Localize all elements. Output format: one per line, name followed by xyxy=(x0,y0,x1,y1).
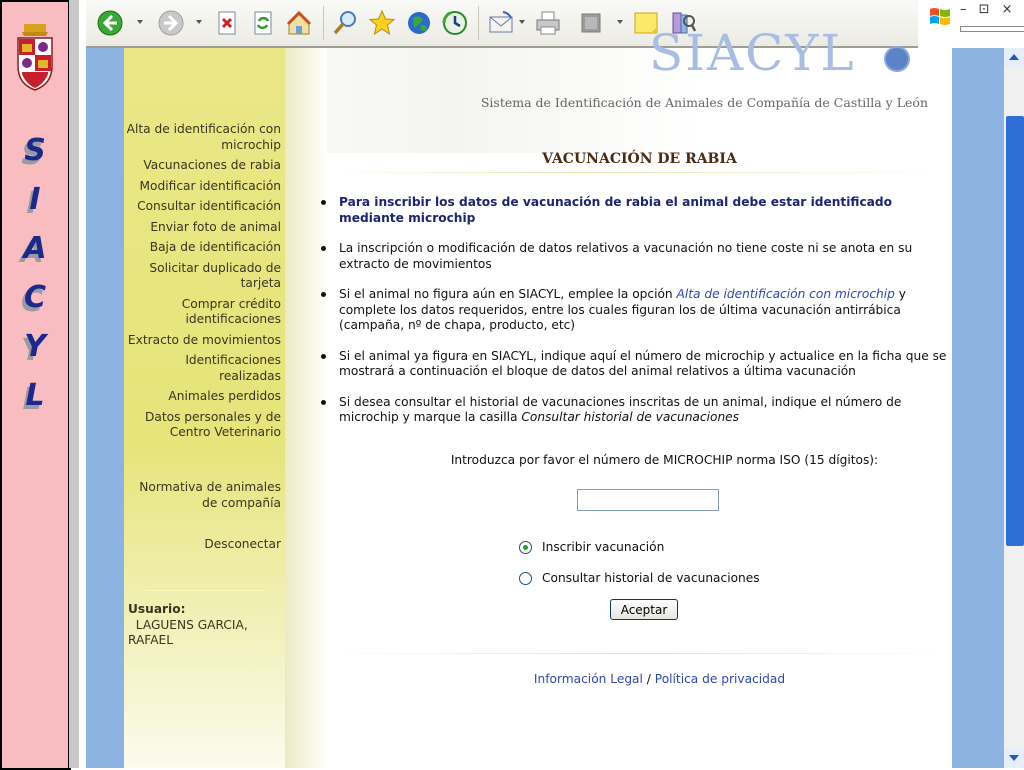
toolbar-separator xyxy=(478,6,479,40)
radio-button-selected[interactable] xyxy=(519,541,532,554)
legal-info-link[interactable]: Información Legal xyxy=(533,672,643,686)
instruction-text: Si desea consultar el historial de vacunaciones inscritas de un animal, indique el número de microchip y marque la casilla xyxy=(339,394,902,424)
forward-dropdown-icon[interactable] xyxy=(196,20,202,24)
list-item xyxy=(327,349,952,380)
instruction-text: La inscripción o modificación de datos relativos a vacunación no tiene coste ni se anota en su extracto de movimientos xyxy=(339,241,913,271)
windows-logo-icon xyxy=(928,6,952,28)
banner-seal-icon xyxy=(884,46,910,72)
instructions-list xyxy=(327,195,952,441)
sidebar-item-extracto-movimientos[interactable]: Extracto de movimientos xyxy=(127,332,281,347)
user-label: Usuario: xyxy=(128,602,186,616)
window-title-area xyxy=(918,0,1024,48)
accept-button[interactable]: Aceptar xyxy=(610,599,678,620)
user-info xyxy=(128,602,278,649)
search-icon[interactable] xyxy=(330,8,360,38)
list-item xyxy=(327,241,952,272)
sidebar-divider xyxy=(146,590,266,591)
back-icon[interactable] xyxy=(95,8,125,38)
logo-letter: S xyxy=(24,133,46,168)
microchip-prompt: Introduzca por favor el número de MICROCHIP norma ISO (15 dígitos): xyxy=(450,453,879,467)
sidebar-item-baja-identificacion[interactable]: Baja de identificación xyxy=(149,240,281,254)
sidebar-item-animales-perdidos[interactable]: Animales perdidos xyxy=(168,389,281,403)
history-icon[interactable] xyxy=(440,8,470,38)
sidebar-legal-section xyxy=(124,480,281,516)
sidebar-item-identificaciones-realizadas[interactable]: Identificaciones realizadas xyxy=(185,353,281,383)
sidebar-item-vacunaciones-rabia[interactable]: Vacunaciones de rabia xyxy=(143,158,281,172)
window-controls[interactable]: – ⊡ × xyxy=(960,2,1017,17)
footer-links xyxy=(327,672,952,686)
list-item xyxy=(327,395,952,426)
radio-button[interactable] xyxy=(519,572,532,585)
refresh-icon[interactable] xyxy=(248,8,278,38)
instruction-text: Si el animal ya figura en SIACYL, indique aquí el número de microchip y actualice en la ficha que se mostrará a continuación el bloque de datos del animal relativos a última vacunación xyxy=(339,348,947,378)
mail-dropdown-icon[interactable] xyxy=(519,20,525,24)
list-item xyxy=(327,287,952,334)
user-name: LAGUENS GARCIA, RAFAEL xyxy=(128,617,252,647)
instruction-text: y complete los datos requeridos, entre los cuales figuran los de última vacunación antirrábica (campaña, nº de chapa, producto, etc) xyxy=(339,287,907,332)
radio-label: Consultar historial de vacunaciones xyxy=(542,571,760,585)
scroll-thumb[interactable] xyxy=(1006,116,1024,546)
microchip-input[interactable] xyxy=(577,489,719,511)
sidebar-item-comprar-credito[interactable]: Comprar crédito identificaciones xyxy=(181,296,281,326)
favorites-icon[interactable] xyxy=(367,8,397,38)
logo-letter: A xyxy=(23,231,47,266)
scroll-up-arrow-icon[interactable] xyxy=(1004,48,1024,68)
forward-icon[interactable] xyxy=(156,8,186,38)
siacyl-banner: SIACYL xyxy=(649,24,856,82)
footer-divider xyxy=(327,653,952,654)
site-subtitle: Sistema de Identificación de Animales de Compañía de Castilla y León xyxy=(480,95,928,110)
privacy-policy-link[interactable]: Política de privacidad xyxy=(654,672,786,686)
stop-icon[interactable] xyxy=(212,8,242,38)
instruction-text: Para inscribir los datos de vacunación de rabia el animal debe estar identificado mediante microchip xyxy=(339,195,892,225)
title-divider xyxy=(327,172,952,173)
radio-inscribir-vacunacion[interactable] xyxy=(519,540,664,554)
sidebar-item-enviar-foto[interactable]: Enviar foto de animal xyxy=(150,219,281,234)
sidebar-logout-section xyxy=(124,537,281,558)
divider-strip-white xyxy=(79,0,86,768)
print-icon[interactable] xyxy=(533,8,563,38)
logo-letter: Y xyxy=(24,329,46,364)
toolbar-separator xyxy=(323,6,324,40)
radio-consultar-historial[interactable] xyxy=(519,571,760,585)
scroll-down-arrow-icon[interactable] xyxy=(1004,748,1024,768)
media-icon[interactable] xyxy=(404,8,434,38)
footer-separator: / xyxy=(642,672,655,686)
siacyl-side-strip xyxy=(0,0,71,770)
list-item xyxy=(327,195,952,226)
sidebar-item-modificar-identificacion[interactable]: Modificar identificación xyxy=(139,178,281,193)
sidebar-item-duplicado-tarjeta[interactable]: Solicitar duplicado de tarjeta xyxy=(149,260,281,290)
logo-letter: I xyxy=(29,182,41,217)
logo-letter: C xyxy=(23,280,47,315)
instruction-text: Si el animal no figura aún en SIACYL, emplee la opción xyxy=(339,287,677,301)
window-address-edge xyxy=(960,26,1024,32)
sidebar-item-consultar-identificacion[interactable]: Consultar identificación xyxy=(137,199,281,213)
home-icon[interactable] xyxy=(284,8,314,38)
page-frame-right xyxy=(952,48,1004,768)
page-title: VACUNACIÓN DE RABIA xyxy=(542,151,737,167)
mail-icon[interactable] xyxy=(486,8,516,38)
divider-strip xyxy=(69,0,79,768)
alta-identificacion-link[interactable]: Alta de identificación con microchip xyxy=(676,287,895,301)
edit-dropdown-icon[interactable] xyxy=(617,20,623,24)
sidebar-item-datos-personales[interactable]: Datos personales y de Centro Veterinario xyxy=(145,409,281,439)
siacyl-vertical-logo xyxy=(2,126,68,420)
radio-label: Inscribir vacunación xyxy=(542,540,665,554)
sidebar-fade xyxy=(285,48,327,768)
instruction-emphasis: Consultar historial de vacunaciones xyxy=(521,410,740,424)
logo-letter: L xyxy=(25,378,45,413)
edit-icon[interactable] xyxy=(576,8,606,38)
castilla-leon-crest-icon xyxy=(14,22,56,92)
sidebar-item-alta-identificacion[interactable]: Alta de identificación con microchip xyxy=(126,122,281,152)
sidebar-nav xyxy=(124,122,281,446)
page-frame-left xyxy=(86,48,124,768)
logout-link[interactable]: Desconectar xyxy=(204,537,281,551)
sidebar-item-normativa[interactable]: Normativa de animales de compañía xyxy=(139,480,281,510)
back-dropdown-icon[interactable] xyxy=(137,20,143,24)
vertical-scrollbar[interactable] xyxy=(1004,48,1024,768)
